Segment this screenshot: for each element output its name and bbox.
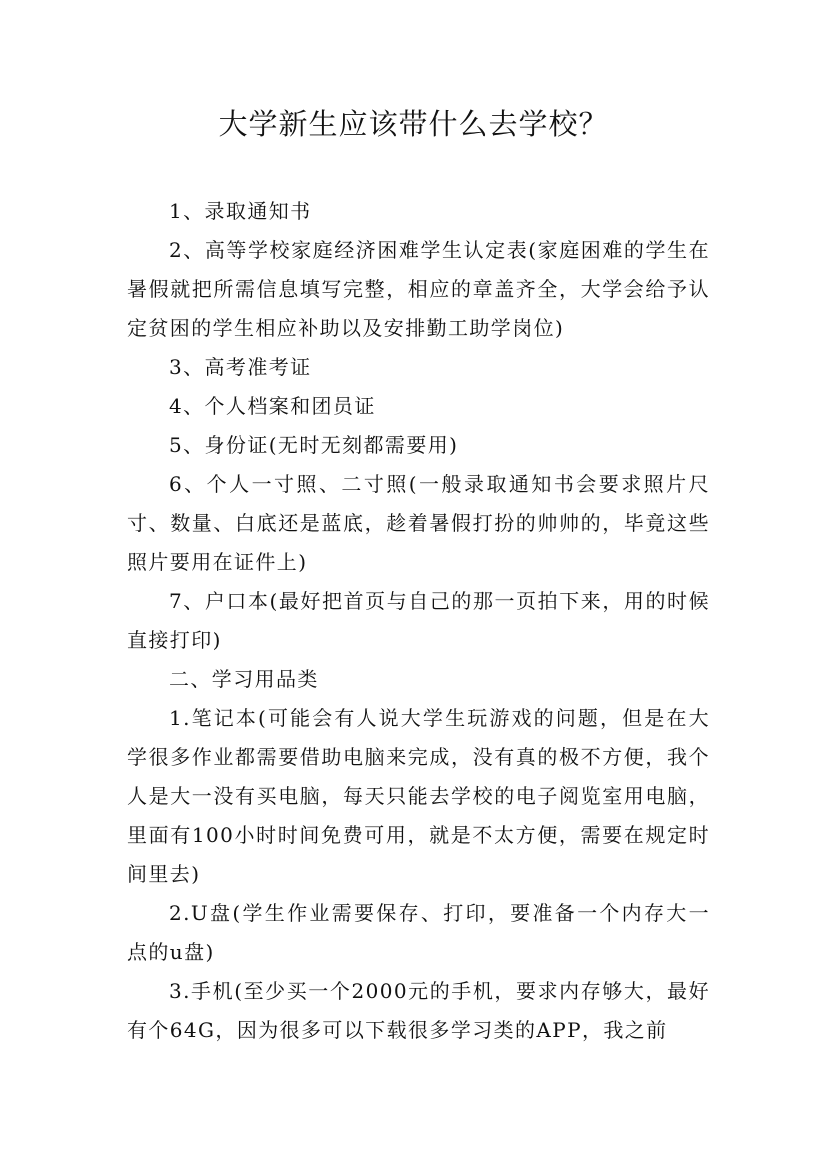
- section-heading: 二、学习用品类: [169, 667, 319, 691]
- paragraph: 4、个人档案和团员证: [169, 394, 376, 418]
- paragraph: 5、身份证(无时无刻都需要用): [169, 433, 459, 457]
- document-body: [127, 192, 710, 1050]
- paragraph: 1、录取通知书: [169, 199, 312, 223]
- paragraph: 1.笔记本(可能会有人说大学生玩游戏的问题，但是在大学很多作业都需要借助电脑来完成，没有真的极不方便，我个人是大一没有买电脑，每天只能去学校的电子阅览室用电脑，里面有100小时时间免费可用，就是不太方便，需要在规定时间里去): [127, 706, 710, 886]
- paragraph: 6、个人一寸照、二寸照(一般录取通知书会要求照片尺寸、数量、白底还是蓝底，趁着暑假打扮的帅帅的，毕竟这些照片要用在证件上): [127, 472, 710, 574]
- paragraph: 2.U盘(学生作业需要保存、打印，要准备一个内存大一点的u盘): [127, 901, 710, 964]
- paragraph: 3.手机(至少买一个2000元的手机，要求内存够大，最好有个64G，因为很多可以下载很多学习类的APP，我之前: [127, 979, 710, 1042]
- paragraph: 2、高等学校家庭经济困难学生认定表(家庭困难的学生在暑假就把所需信息填写完整，相应的章盖齐全，大学会给予认定贫困的学生相应补助以及安排勤工助学岗位): [127, 238, 710, 340]
- paragraph: 3、高考准考证: [169, 355, 312, 379]
- page-title: 大学新生应该带什么去学校？: [218, 107, 609, 141]
- paragraph: 7、户口本(最好把首页与自己的那一页拍下来，用的时候直接打印): [127, 589, 710, 652]
